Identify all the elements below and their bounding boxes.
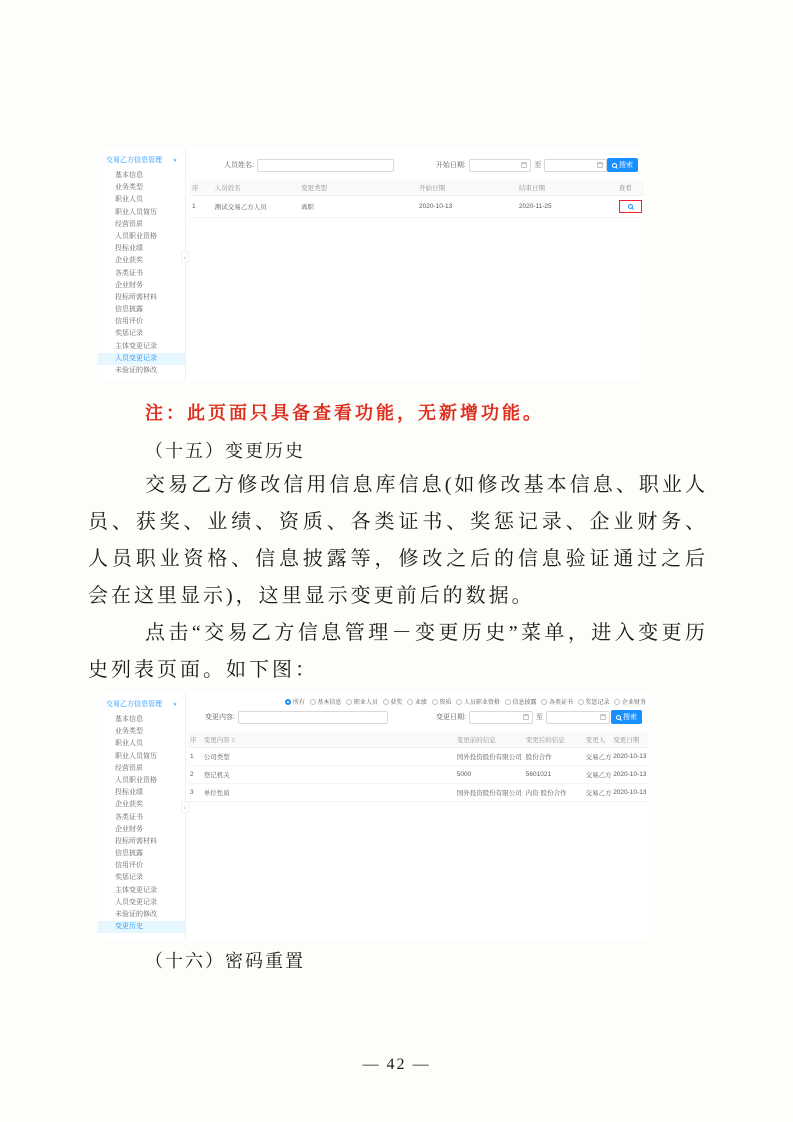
cell-seq: 2 bbox=[190, 771, 194, 778]
history-table bbox=[188, 732, 648, 802]
cell-content: 登记机关 bbox=[203, 772, 230, 779]
cell-person: 交易乙方 bbox=[585, 754, 612, 761]
cell-type: 离职 bbox=[300, 204, 314, 211]
filter-bar bbox=[186, 706, 650, 730]
cell-view bbox=[617, 196, 644, 217]
sidebar-item[interactable]: 投标所需材料 bbox=[115, 293, 157, 301]
table-header-row bbox=[188, 732, 648, 748]
content-area bbox=[186, 692, 650, 940]
cell-date: 2020-10-13 bbox=[613, 771, 647, 778]
radio-label: 信息披露 bbox=[512, 700, 537, 706]
radio-icon bbox=[578, 699, 584, 705]
sidebar-collapse-icon[interactable]: ‹ bbox=[181, 251, 189, 263]
sidebar-item[interactable]: 信息披露 bbox=[115, 306, 143, 314]
col-header-view: 查看 bbox=[618, 185, 632, 192]
cell-name: 测试交易乙方人员 bbox=[214, 204, 267, 211]
table-header-row bbox=[190, 180, 644, 196]
sidebar-item[interactable]: 信用评价 bbox=[115, 318, 143, 326]
sidebar-item[interactable]: 人员职业资格 bbox=[115, 232, 157, 240]
radio-icon bbox=[285, 699, 291, 705]
col-header-name: 人员姓名 bbox=[214, 185, 241, 192]
content-area bbox=[186, 148, 646, 381]
col-header-content[interactable]: 变更内容⇅ bbox=[203, 737, 236, 744]
col-header-before: 变更前的信息 bbox=[456, 737, 496, 744]
sort-icon[interactable]: ⇅ bbox=[230, 738, 236, 744]
sidebar bbox=[98, 148, 186, 381]
screenshot-personnel-change-records bbox=[98, 148, 646, 381]
table-row bbox=[188, 748, 648, 766]
category-radio[interactable] bbox=[541, 697, 573, 706]
radio-icon bbox=[614, 699, 620, 705]
page-number: — 42 — bbox=[362, 1056, 431, 1073]
filter-bar bbox=[186, 148, 646, 178]
calendar-icon bbox=[523, 714, 529, 720]
start-date-input[interactable] bbox=[469, 711, 533, 724]
search-icon bbox=[616, 715, 621, 720]
sidebar-item[interactable]: 变更历史 bbox=[98, 921, 185, 933]
sidebar-item[interactable]: 职业人员 bbox=[115, 196, 143, 204]
sidebar-item[interactable]: 投标业绩 bbox=[115, 245, 143, 253]
table-row bbox=[188, 766, 648, 784]
sidebar bbox=[98, 692, 186, 940]
section-15-heading: （十五）变更历史 bbox=[145, 441, 305, 461]
sidebar-item[interactable]: 主体变更记录 bbox=[115, 886, 157, 894]
view-magnifier-icon[interactable] bbox=[628, 204, 633, 209]
sidebar-menu-title[interactable] bbox=[98, 148, 185, 170]
col-header-seq: 序 bbox=[190, 737, 197, 744]
calendar-icon bbox=[597, 162, 603, 168]
radio-icon bbox=[541, 699, 547, 705]
col-header-date: 变更日期 bbox=[613, 737, 640, 744]
annotation-red-box bbox=[619, 200, 642, 213]
end-date-input[interactable] bbox=[546, 711, 610, 724]
section-16-heading: （十六）密码重置 bbox=[145, 951, 305, 971]
sidebar-item[interactable]: 主体变更记录 bbox=[115, 342, 157, 350]
end-date-input[interactable] bbox=[544, 159, 607, 172]
radio-icon bbox=[456, 699, 462, 705]
cell-date: 2020-10-13 bbox=[613, 753, 647, 760]
cell-content: 单位性质 bbox=[203, 790, 230, 797]
cell-after: 股份合作 bbox=[525, 754, 552, 761]
sidebar-item[interactable]: 投标所需材料 bbox=[115, 837, 157, 845]
radio-label: 资质 bbox=[439, 700, 452, 706]
sidebar-item[interactable]: 投标业绩 bbox=[115, 789, 143, 797]
category-radio-group bbox=[186, 692, 650, 706]
table-body bbox=[188, 748, 648, 802]
sidebar-title-label: 交易乙方信息管理 bbox=[106, 701, 162, 708]
radio-label: 企业财务 bbox=[621, 700, 646, 706]
sidebar-item[interactable]: 职业人员简历 bbox=[115, 752, 157, 760]
paragraph-2: 点击“交易乙方信息管理－变更历史”菜单，进入变更历史列表页面。如下图： bbox=[88, 622, 708, 681]
radio-label: 基本信息 bbox=[317, 700, 342, 706]
cell-before: 5000 bbox=[456, 771, 472, 778]
red-note-text: 注：此页面只具备查看功能，无新增功能。 bbox=[145, 403, 544, 423]
sidebar-item[interactable]: 业务类型 bbox=[115, 184, 143, 192]
sidebar-item[interactable]: 奖惩记录 bbox=[115, 330, 143, 338]
col-header-type: 变更类型 bbox=[300, 185, 327, 192]
sidebar-item[interactable]: 企业财务 bbox=[115, 825, 143, 833]
sidebar-item[interactable]: 人员变更记录 bbox=[98, 353, 185, 365]
radio-label: 获奖 bbox=[390, 700, 403, 706]
sidebar-item[interactable]: 信用评价 bbox=[115, 862, 143, 870]
sidebar-item[interactable]: 各类证书 bbox=[115, 269, 143, 277]
radio-label: 各类证书 bbox=[548, 700, 573, 706]
category-radio[interactable] bbox=[505, 697, 537, 706]
screenshot-change-history bbox=[98, 692, 650, 940]
col-header-person: 变更人 bbox=[585, 737, 606, 744]
cell-person: 交易乙方 bbox=[585, 772, 612, 779]
sidebar-item[interactable]: 人员变更记录 bbox=[115, 898, 157, 906]
search-button-label: 搜索 bbox=[619, 162, 633, 169]
category-radio[interactable] bbox=[310, 697, 342, 706]
radio-label: 人员职业资格 bbox=[463, 700, 500, 706]
sidebar-item[interactable]: 基本信息 bbox=[115, 172, 143, 179]
sidebar-item[interactable]: 奖惩记录 bbox=[115, 874, 143, 882]
category-radio[interactable] bbox=[285, 697, 305, 706]
calendar-icon bbox=[521, 162, 527, 168]
cell-before: 国外投资股份有限公司 bbox=[456, 754, 522, 761]
table-row bbox=[188, 784, 648, 802]
category-radio[interactable] bbox=[432, 697, 452, 706]
chevron-down-icon: ∨ bbox=[172, 158, 177, 163]
search-icon bbox=[612, 163, 617, 168]
sidebar-item[interactable]: 信息披露 bbox=[115, 850, 143, 858]
sidebar-item[interactable]: 未验证的修改 bbox=[115, 367, 157, 374]
sidebar-items bbox=[98, 170, 185, 377]
cell-end: 2020-11-25 bbox=[518, 203, 552, 210]
category-radio[interactable] bbox=[456, 697, 500, 706]
table-row bbox=[190, 196, 644, 218]
cell-seq: 3 bbox=[190, 789, 194, 796]
search-button[interactable] bbox=[611, 710, 642, 724]
sidebar-item[interactable]: 业务类型 bbox=[115, 728, 143, 736]
start-date-label: 开始日期: bbox=[435, 162, 466, 169]
sidebar-item[interactable]: 企业获奖 bbox=[115, 801, 143, 809]
sidebar-title-label: 交易乙方信息管理 bbox=[106, 157, 162, 164]
cell-content: 公司类型 bbox=[203, 754, 230, 761]
category-radio[interactable] bbox=[614, 697, 646, 706]
radio-label: 业绩 bbox=[414, 700, 427, 706]
calendar-icon bbox=[600, 714, 606, 720]
col-header-seq: 序 bbox=[192, 185, 199, 192]
person-name-input[interactable] bbox=[257, 159, 394, 172]
category-radio[interactable] bbox=[346, 697, 378, 706]
date-to-label: 至 bbox=[535, 714, 543, 721]
radio-icon bbox=[310, 699, 316, 705]
change-content-input[interactable] bbox=[238, 711, 388, 724]
change-content-label: 变更内容: bbox=[205, 714, 235, 721]
sidebar-item[interactable]: 各类证书 bbox=[115, 813, 143, 821]
radio-icon bbox=[505, 699, 511, 705]
chevron-down-icon: ∨ bbox=[172, 702, 177, 707]
sidebar-item[interactable]: 企业获奖 bbox=[115, 257, 143, 265]
category-radio[interactable] bbox=[383, 697, 403, 706]
paragraph-1: 交易乙方修改信用信息库信息(如修改基本信息、职业人员、获奖、业绩、资质、各类证书、奖惩记录、企业财务、人员职业资格、信息披露等，修改之后的信息验证通过之后会在这里显示)，这里显示变更前后的数据。 bbox=[88, 474, 708, 607]
radio-icon bbox=[432, 699, 438, 705]
sidebar-item[interactable]: 经营资质 bbox=[115, 220, 143, 228]
sidebar-item[interactable]: 基本信息 bbox=[115, 716, 143, 723]
sidebar-item[interactable]: 职业人员 bbox=[115, 740, 143, 748]
cell-seq: 1 bbox=[190, 753, 194, 760]
records-table bbox=[190, 180, 644, 218]
cell-after: 5601021 bbox=[525, 771, 552, 778]
cell-start: 2020-10-13 bbox=[418, 203, 453, 210]
search-button-label: 搜索 bbox=[623, 714, 637, 721]
radio-label: 奖惩记录 bbox=[585, 700, 610, 706]
cell-date: 2020-10-13 bbox=[613, 789, 647, 796]
radio-icon bbox=[346, 699, 352, 705]
sidebar-items bbox=[98, 714, 185, 933]
start-date-input[interactable] bbox=[469, 159, 532, 172]
sidebar-item[interactable]: 经营资质 bbox=[115, 764, 143, 772]
sidebar-item[interactable]: 职业人员简历 bbox=[115, 208, 157, 216]
search-button[interactable] bbox=[607, 158, 638, 172]
date-to-label: 至 bbox=[534, 162, 542, 169]
category-radio[interactable] bbox=[578, 697, 610, 706]
sidebar-item[interactable]: 未验证的修改 bbox=[115, 911, 157, 918]
category-radio[interactable] bbox=[407, 697, 427, 706]
sidebar-menu-title[interactable] bbox=[98, 692, 185, 714]
sidebar-item[interactable]: 企业财务 bbox=[115, 281, 143, 289]
cell-after: 内资 股份合作 bbox=[525, 790, 567, 797]
change-date-label: 变更日期: bbox=[435, 714, 466, 721]
col-header-start: 开始日期 bbox=[418, 185, 445, 192]
col-header-end: 结束日期 bbox=[518, 185, 545, 192]
cell-before: 国外投资股份有限公司 bbox=[456, 790, 522, 797]
col-header-after: 变更后的信息 bbox=[525, 737, 565, 744]
cell-person: 交易乙方 bbox=[585, 790, 612, 797]
person-name-label: 人员姓名: bbox=[224, 162, 254, 169]
sidebar-item[interactable]: 人员职业资格 bbox=[115, 776, 157, 784]
cell-seq: 1 bbox=[192, 203, 196, 210]
radio-icon bbox=[383, 699, 389, 705]
radio-label: 所有 bbox=[292, 700, 305, 706]
sidebar-collapse-icon[interactable]: ‹ bbox=[181, 801, 189, 813]
radio-label: 职业人员 bbox=[353, 700, 378, 706]
radio-icon bbox=[407, 699, 413, 705]
